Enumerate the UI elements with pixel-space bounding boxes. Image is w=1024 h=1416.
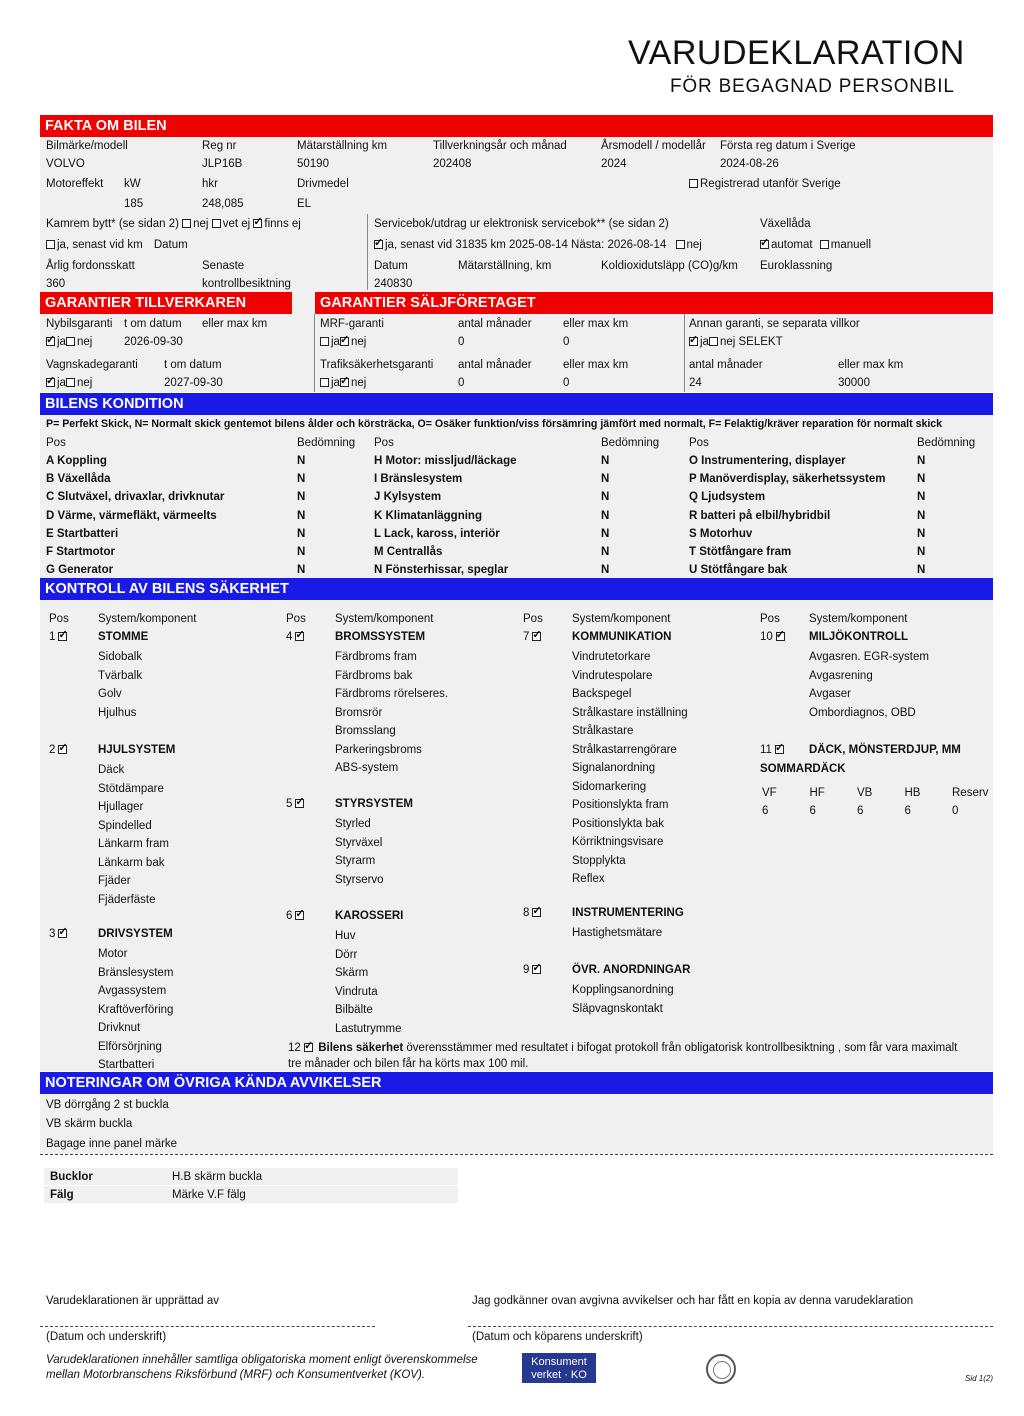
sakerhet-component: Lastutrymme: [335, 1022, 402, 1035]
checkbox-checked-icon[interactable]: [46, 337, 55, 346]
value-besiktning-datum: 240830: [374, 278, 413, 290]
signature-buyer-label: (Datum och köparens underskrift): [472, 1331, 643, 1343]
sakerhet-component: Strålkastarrengörare: [572, 743, 677, 756]
kondition-grade[interactable]: N: [917, 473, 926, 486]
sakerhet-component: ABS-system: [335, 762, 399, 774]
sakerhet-component: Backspegel: [572, 688, 632, 700]
seal-icon: [706, 1354, 736, 1384]
kondition-grade[interactable]: N: [297, 546, 306, 558]
kondition-item: T Stötfångare fram: [689, 546, 792, 558]
value-trafik-manader: 0: [458, 377, 465, 389]
section-fakta-bar: FAKTA OM BILEN: [40, 115, 993, 137]
kondition-item: U Stötfångare bak: [689, 564, 788, 577]
label-tom-datum: t om datum: [124, 318, 182, 330]
kondition-bedomning-header: Bedömning: [601, 437, 660, 449]
sakerhet-pos-header: Pos: [760, 613, 780, 625]
kondition-item: M Centrallås: [374, 546, 443, 558]
value-trafik-km: 0: [563, 377, 570, 389]
kondition-grade[interactable]: N: [601, 473, 610, 486]
signature-line-buyer[interactable]: [468, 1326, 993, 1327]
tire-depth-value: 6: [857, 805, 864, 817]
kondition-grade[interactable]: N: [297, 509, 306, 522]
label-drivmedel: Drivmedel: [297, 178, 349, 190]
label-max-km-2: eller max km: [563, 359, 629, 371]
sakerhet-component: Länkarm bak: [98, 856, 165, 869]
sakerhet-component: Positionslykta bak: [572, 817, 665, 830]
tire-depth-value: 6: [904, 805, 911, 817]
checkbox-checked-icon[interactable]: [532, 965, 541, 974]
label-matar-km: Mätarställning, km: [458, 260, 552, 272]
sakerhet-component: Färdbroms fram: [335, 651, 417, 663]
value-regnr: JLP16B: [202, 158, 243, 170]
sakerhet-component: Bilbälte: [335, 1004, 373, 1016]
sakerhet-component: Dörr: [335, 948, 358, 961]
sakerhet-component: Tvärbalk: [98, 669, 143, 682]
kondition-item: O Instrumentering, displayer: [689, 455, 846, 467]
godkanner-label: Jag godkänner ovan avgivna avvikelser och har fått en kopia av denna varudeklaration: [472, 1295, 914, 1307]
checkbox-icon[interactable]: [182, 219, 191, 228]
sakerhet-group-title: HJULSYSTEM: [98, 744, 176, 756]
sakerhet-component: Fjäderfäste: [98, 893, 156, 906]
sakerhet-component: Reflex: [572, 873, 605, 885]
sakerhet-group-title: INSTRUMENTERING: [572, 907, 684, 919]
label-senaste: Senaste: [202, 260, 245, 272]
kondition-item: D Värme, värmefläkt, värmeelts: [46, 509, 217, 522]
sakerhet-component: Fjäder: [98, 875, 131, 887]
sakerhet-component: Drivknut: [98, 1022, 141, 1034]
kondition-item: I Bränslesystem: [374, 473, 463, 486]
kondition-item: J Kylsystem: [374, 491, 442, 504]
sakerhet-group-number: 1✓: [49, 630, 69, 644]
avvikelse-row: [44, 1186, 458, 1203]
tire-position-label: VF: [762, 787, 777, 799]
document-title: VARUDEKLARATION: [628, 34, 965, 72]
checkbox-icon[interactable]: [709, 337, 718, 346]
label-motoreffekt: Motoreffekt: [46, 178, 104, 190]
sakerhet-group-title: ÖVR. ANORDNINGAR: [572, 964, 691, 976]
sakerhet-component: Spindelled: [98, 819, 152, 832]
label-trafiksakerhet: Trafiksäkerhetsgaranti: [320, 359, 434, 371]
kondition-grade[interactable]: N: [601, 509, 610, 522]
sakerhet-group-number: 3✓: [49, 927, 69, 941]
sakerhet-group-number: 2✓: [49, 743, 69, 757]
sakerhet-component: Bromsslang: [335, 725, 396, 737]
sakerhet-component: Ombordiagnos, OBD: [809, 706, 916, 719]
section-garanti-saljforetaget-bar: GARANTIER SÄLJFÖRETAGET: [315, 292, 993, 314]
checkbox-checked-icon[interactable]: [340, 337, 349, 346]
sakerhet-component: Kopplingsanordning: [572, 984, 674, 996]
sakerhet-pos-header: Pos: [49, 613, 69, 625]
checkbox-icon: [689, 179, 698, 188]
label-arsmodell: Årsmodell / modellår: [601, 140, 706, 152]
tire-depth-value: 6: [809, 805, 816, 817]
notering-line: VB dörrgång 2 st buckla: [46, 1099, 169, 1111]
label-hkr: hkr: [202, 178, 218, 190]
kondition-grade[interactable]: N: [917, 546, 926, 558]
sakerhet-component: Hastighetsmätare: [572, 927, 663, 939]
kondition-pos-header: Pos: [374, 437, 394, 449]
section-garanti-tillverkaren-bar: GARANTIER TILLVERKAREN: [40, 292, 292, 314]
checkbox-icon[interactable]: [320, 378, 329, 387]
sakerhet-component: Kraftöverföring: [98, 1003, 174, 1016]
nybil-janej: ✓ja nej: [46, 335, 92, 349]
avvikelse-value: H.B skärm buckla: [172, 1171, 263, 1183]
konsumentverket-logo: Konsument verket · KO: [522, 1353, 596, 1383]
tire-position-label: HB: [904, 787, 921, 799]
value-nybil-datum: 2026-09-30: [124, 336, 183, 348]
label-tom-datum-2: t om datum: [164, 359, 222, 371]
value-mrf-km: 0: [563, 336, 570, 348]
kondition-grade[interactable]: N: [917, 509, 926, 522]
checkbox-checked-icon[interactable]: [340, 378, 349, 387]
value-bilmarke: VOLVO: [46, 158, 85, 170]
label-nybilsgaranti: Nybilsgaranti: [46, 318, 113, 330]
sakerhet-group-number: 8✓: [523, 906, 543, 920]
sakerhet-group-number: 5✓: [286, 797, 306, 811]
kondition-item: N Fönsterhissar, speglar: [374, 564, 509, 577]
label-matarstallning: Mätarställning km: [297, 140, 388, 152]
kondition-item: H Motor: missljud/läckage: [374, 455, 517, 467]
sakerhet-component: Styrservo: [335, 873, 384, 886]
upprattad-label: Varudeklarationen är upprättad av: [46, 1295, 220, 1307]
sakerhet-component: Styrled: [335, 818, 371, 830]
sakerhet-component: Elförsörjning: [98, 1040, 162, 1053]
kondition-grade[interactable]: N: [601, 527, 610, 540]
sakerhet-component: Parkeringsbroms: [335, 743, 422, 756]
label-kw: kW: [124, 178, 141, 190]
sakerhet-group-title: DRIVSYSTEM: [98, 928, 173, 940]
value-annan-km: 30000: [838, 377, 870, 389]
sakerhet-system-header: System/komponent: [809, 613, 908, 625]
kondition-pos-header: Pos: [689, 437, 709, 449]
sakerhet-component: Signalanordning: [572, 762, 656, 774]
kondition-legend: P= Perfekt Skick, N= Normalt skick gentemot bilens ålder och körsträcka, O= Osäker funktion/viss försämring jämfört med normalt, F= Felaktig/kräver reparation för normalt skick: [46, 418, 943, 430]
p12-statement-line2: tre månader och bilen får ha körts max 100 mil.: [288, 1058, 529, 1070]
kondition-item: K Klimatanläggning: [374, 509, 482, 522]
value-kw: 185: [124, 198, 144, 210]
tire-position-label: VB: [857, 787, 873, 799]
checkbox-checked-icon[interactable]: [46, 378, 55, 387]
label-annan-garanti: Annan garanti, se separata villkor: [689, 318, 860, 330]
registrerad-utanfor[interactable]: Registrerad utanför Sverige: [689, 177, 841, 191]
label-antal-manader: antal månader: [458, 318, 532, 330]
sakerhet-component: Avgassystem: [98, 985, 167, 997]
sakerhet-group-number: 10✓: [760, 630, 787, 644]
mrf-janej: ja✓ nej: [320, 335, 366, 349]
label-regnr: Reg nr: [202, 140, 237, 152]
checkbox-checked-icon[interactable]: [58, 929, 67, 938]
label-antal-manader-2: antal månader: [458, 359, 532, 371]
label-euroklass: Euroklassning: [760, 260, 833, 272]
checkbox-checked-icon[interactable]: [58, 745, 67, 754]
checkbox-icon[interactable]: [66, 337, 75, 346]
avvikelse-key: Fälg: [50, 1189, 74, 1201]
checkbox-icon[interactable]: [66, 378, 75, 387]
sakerhet-component: Hjullager: [98, 801, 144, 813]
kondition-item: G Generator: [46, 564, 114, 577]
sakerhet-component: Sidobalk: [98, 651, 143, 663]
notering-line: Bagage inne panel märke: [46, 1138, 178, 1150]
avvikelse-key: Bucklor: [50, 1171, 93, 1183]
sakerhet-component: Motor: [98, 948, 128, 960]
sakerhet-component: Färdbroms rörelseres.: [335, 688, 449, 700]
sakerhet-group-number: 4✓: [286, 630, 306, 644]
kondition-bedomning-header: Bedömning: [917, 437, 976, 449]
avvikelse-value: Märke V.F fälg: [172, 1189, 246, 1201]
checkbox-checked-icon[interactable]: [532, 632, 541, 641]
checkbox-checked-icon[interactable]: [689, 337, 698, 346]
signature-seller-label: (Datum och underskrift): [46, 1331, 167, 1343]
label-fordonsskatt: Årlig fordonsskatt: [46, 260, 135, 272]
value-vagn-datum: 2027-09-30: [164, 377, 223, 389]
sakerhet-group-title: DÄCK, MÖNSTERDJUP, MM: [809, 744, 961, 756]
divider: [684, 314, 685, 392]
sakerhet-component: Stötdämpare: [98, 782, 164, 795]
sakerhet-group-number: 7✓: [523, 630, 543, 644]
checkbox-icon[interactable]: [676, 240, 685, 249]
sakerhet-group-title: MILJÖKONTROLL: [809, 631, 909, 643]
annan-janej: ✓ja nej SELEKT: [689, 335, 783, 349]
kondition-item: A Koppling: [46, 455, 107, 467]
sakerhet-group-title: KAROSSERI: [335, 910, 404, 922]
kondition-item: B Växellåda: [46, 473, 111, 486]
label-annan-km: eller max km: [838, 359, 904, 371]
kondition-grade[interactable]: N: [601, 455, 610, 467]
checkbox-checked-icon[interactable]: [58, 632, 67, 641]
sakerhet-component: Körriktningsvisare: [572, 836, 664, 848]
checkbox-icon[interactable]: [820, 240, 829, 249]
label-annan-manader: antal månader: [689, 359, 763, 371]
sakerhet-component: Avgasrening: [809, 669, 873, 682]
sakerhet-pos-header: Pos: [523, 613, 543, 625]
kondition-item: R batteri på elbil/hybridbil: [689, 509, 831, 522]
sakerhet-group-title: STOMME: [98, 631, 149, 643]
value-forsta-reg: 2024-08-26: [720, 158, 779, 170]
checkbox-icon[interactable]: [212, 219, 221, 228]
kondition-grade[interactable]: N: [917, 527, 926, 540]
label-vagnskadegaranti: Vagnskadegaranti: [46, 359, 138, 371]
kondition-grade[interactable]: N: [297, 527, 306, 540]
tire-depth-value: 6: [762, 805, 769, 817]
section-noteringar-bar: NOTERINGAR OM ÖVRIGA KÄNDA AVVIKELSER: [40, 1072, 993, 1094]
sakerhet-component: Styrarm: [335, 855, 376, 867]
kondition-grade[interactable]: N: [917, 491, 926, 504]
value-tillverkningsar: 202408: [433, 158, 472, 170]
checkbox-checked-icon[interactable]: [295, 799, 304, 808]
document-subtitle: FÖR BEGAGNAD PERSONBIL: [670, 76, 955, 97]
label-max-km-salj: eller max km: [563, 318, 629, 330]
sakerhet-component: Positionslykta fram: [572, 799, 669, 811]
checkbox-checked-icon[interactable]: [304, 1043, 313, 1052]
kondition-grade[interactable]: N: [917, 564, 926, 577]
checkbox-checked-icon[interactable]: [776, 632, 785, 641]
signature-line-seller[interactable]: [40, 1326, 375, 1327]
label-bilmarke: Bilmärke/modell: [46, 140, 128, 152]
sakerhet-component: Länkarm fram: [98, 838, 169, 850]
kondition-item: E Startbatteri: [46, 527, 119, 540]
value-matarstallning: 50190: [297, 158, 329, 170]
checkbox-checked-icon[interactable]: [760, 240, 769, 249]
checkbox-checked-icon[interactable]: [295, 632, 304, 641]
sakerhet-component: Styrväxel: [335, 836, 383, 849]
label-max-km: eller max km: [202, 318, 268, 330]
trafik-janej: ja✓ nej: [320, 376, 366, 390]
section-sakerhet-bar: KONTROLL AV BILENS SÄKERHET: [40, 578, 993, 600]
label-mrf-garanti: MRF-garanti: [320, 318, 384, 330]
kondition-grade[interactable]: N: [601, 491, 610, 504]
divider: [367, 214, 368, 290]
label-datum: Datum: [374, 260, 408, 272]
sakerhet-component: Huv: [335, 930, 356, 942]
kondition-item: C Slutväxel, drivaxlar, drivknutar: [46, 491, 225, 504]
value-arsmodell: 2024: [601, 158, 627, 170]
sakerhet-component: Bromsrör: [335, 706, 383, 719]
sakerhet-component: Strålkastare inställning: [572, 706, 688, 719]
kondition-item: S Motorhuv: [689, 527, 753, 540]
dashed-divider: [40, 1154, 993, 1155]
kondition-item: L Lack, kaross, interiör: [374, 527, 500, 540]
label-servicebok: Servicebok/utdrag ur elektronisk servicebok** (se sidan 2): [374, 218, 669, 230]
kondition-item: Q Ljudsystem: [689, 491, 766, 504]
sakerhet-group-number: 11✓: [760, 743, 786, 757]
sakerhet-component: Vindrutetorkare: [572, 651, 651, 663]
checkbox-icon[interactable]: [46, 240, 55, 249]
kondition-grade[interactable]: N: [601, 546, 610, 558]
sakerhet-component: Avgasren. EGR-system: [809, 651, 929, 663]
kondition-grade[interactable]: N: [297, 455, 306, 467]
checkbox-checked-icon[interactable]: [374, 240, 383, 249]
kondition-grade[interactable]: N: [601, 564, 610, 577]
value-fordonsskatt: 360: [46, 278, 66, 290]
sakerhet-component: Avgaser: [809, 688, 851, 700]
label-koldioxid: Koldioxidutsläpp (CO)g/km: [601, 260, 738, 272]
tire-position-label: Reserv: [952, 787, 989, 799]
sakerhet-component: Bränslesystem: [98, 966, 174, 979]
divider: [314, 314, 315, 392]
disclaimer-line: mellan Motorbranschens Riksförbund (MRF) och Konsumentverket (KOV).: [46, 1369, 426, 1381]
checkbox-icon[interactable]: [320, 337, 329, 346]
value-annan-manader: 24: [689, 377, 702, 389]
sakerhet-group-title: STYRSYSTEM: [335, 798, 413, 810]
label-kontrollbesiktning: kontrollbesiktning: [202, 278, 291, 290]
sakerhet-component: Strålkastare: [572, 725, 634, 737]
value-drivmedel: EL: [297, 198, 312, 210]
sakerhet-component: Skärm: [335, 967, 369, 979]
sakerhet-system-header: System/komponent: [98, 613, 197, 625]
kondition-item: P Manöverdisplay, säkerhetssystem: [689, 473, 886, 486]
vagn-janej: ✓ja nej: [46, 376, 92, 390]
vaxellada-row: ✓ automat manuell: [760, 238, 871, 252]
sakerhet-component: Vindruta: [335, 985, 378, 998]
kondition-grade[interactable]: N: [297, 564, 306, 577]
sakerhet-group-number: 9✓: [523, 963, 543, 977]
sakerhet-component: Vindrutespolare: [572, 669, 653, 682]
sakerhet-component: Stopplykta: [572, 854, 626, 867]
kondition-bedomning-header: Bedömning: [297, 437, 356, 449]
kondition-pos-header: Pos: [46, 437, 66, 449]
tire-depth-value: 0: [952, 805, 959, 817]
checkbox-checked-icon[interactable]: [295, 911, 304, 920]
kondition-item: F Startmotor: [46, 546, 115, 558]
sakerhet-component: Sidomarkering: [572, 780, 647, 793]
sakerhet-pos-header: Pos: [286, 613, 306, 625]
kondition-grade[interactable]: N: [917, 455, 926, 467]
tire-position-label: HF: [809, 787, 825, 799]
sakerhet-group-title: BROMSSYSTEM: [335, 631, 426, 643]
label-tillverkningsar: Tillverkningsår och månad: [433, 140, 567, 152]
kamrem-row: Kamrem bytt* (se sidan 2) nej vet ej ✓ finns ej: [46, 217, 301, 231]
checkbox-checked-icon[interactable]: [532, 908, 541, 917]
sommardack-label: SOMMARDÄCK: [760, 763, 846, 775]
kamrem-ja-row: ja, senast vid km Datum: [46, 238, 188, 252]
sakerhet-component: Startbatteri: [98, 1059, 155, 1071]
kondition-grade[interactable]: N: [297, 491, 306, 504]
value-hkr: 248,085: [202, 198, 244, 210]
sakerhet-component: Golv: [98, 688, 122, 700]
sakerhet-group-title: KOMMUNIKATION: [572, 631, 672, 643]
section-kondition-bar: BILENS KONDITION: [40, 393, 993, 415]
sakerhet-system-header: System/komponent: [335, 613, 434, 625]
p12-statement: 12 ✓ Bilens säkerhet överensstämmer med resultatet i bifogat protokoll från obligatorisk kontrollbesiktning , som får vara maximalt: [288, 1041, 957, 1055]
checkbox-checked-icon[interactable]: [253, 219, 262, 228]
checkbox-checked-icon[interactable]: [775, 745, 784, 754]
sakerhet-group-number: 6✓: [286, 909, 306, 923]
notering-line: VB skärm buckla: [46, 1118, 133, 1130]
servicebok-row: ✓ ja, senast vid 31835 km 2025-08-14 Nästa: 2026-08-14 nej: [374, 238, 702, 252]
sakerhet-system-header: System/komponent: [572, 613, 671, 625]
label-vaxellada: Växellåda: [760, 218, 811, 230]
kondition-grade[interactable]: N: [297, 473, 306, 486]
disclaimer-line: Varudeklarationen innehåller samtliga obligatoriska moment enligt överenskommelse: [46, 1354, 478, 1366]
sakerhet-component: Hjulhus: [98, 706, 137, 719]
sakerhet-component: Däck: [98, 764, 125, 776]
page-number: Sid 1(2): [965, 1374, 994, 1383]
sakerhet-component: Färdbroms bak: [335, 669, 413, 682]
value-mrf-manader: 0: [458, 336, 465, 348]
label-forsta-reg: Första reg datum i Sverige: [720, 140, 856, 152]
sakerhet-component: Släpvagnskontakt: [572, 1002, 663, 1015]
